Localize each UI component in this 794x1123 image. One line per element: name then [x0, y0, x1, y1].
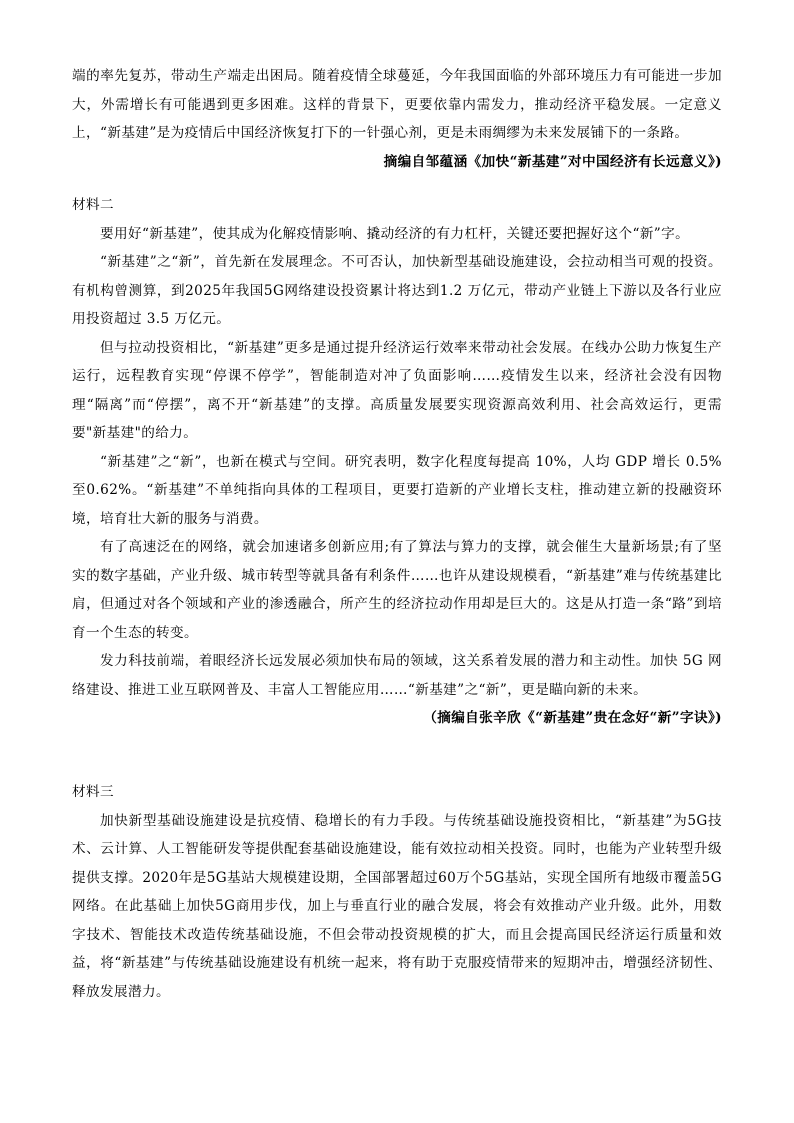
material2-paragraph-3: 但与拉动投资相比，“新基建”更多是通过提升经济运行效率来带动社会发展。在线办公助力恢复生产运行，远程教育实现“停课不停学”，智能制造对冲了负面影响……疫情发生以来，经济社会没有因物理“隔离”而“停摆”，离不开“新基建”的支撑。高质量发展要实现资源高效利用、社会高效运行，更需要"新基建"的给力。: [72, 339, 722, 441]
material3-block: [72, 778, 722, 1006]
material2-source: （摘编自张辛欣《“新基建”贵在念好“新”字诀》): [423, 710, 722, 726]
material3-paragraph: 加快新型基础设施建设是抗疫情、稳增长的有力手段。与传统基础设施投资相比，“新基建”为5G技术、云计算、人工智能研发等提供配套基础设施建设，能有效拉动相关投资。同时，也能为产业转型升级提供支撑。2020年是5G基站大规模建设期，全国部署超过60万个5G基站，实现全国所有地级市覆盖5G网络。在此基础上加快5G商用步伐，加上与垂直行业的融合发展，将会有效推动产业升级。此外，用数字技术、智能技术改造传统基础设施，不但会带动投资规模的扩大，而且会提高国民经济运行质量和效益，将“新基建”与传统基础设施建设有机统一起来，将有助于克服疫情带来的短期冲击，增强经济韧性、释放发展潜力。: [72, 812, 722, 1000]
material1-source: 摘编自邹蕴涵《加快“新基建”对中国经济有长远意义》): [383, 153, 722, 170]
material2-paragraph-4: “新基建”之“新”，也新在模式与空间。研究表明，数字化程度每提高 10%，人均 GDP 增长 0.5%至0.62%。“新基建”不单纯指向具体的工程项目，更要打造新的产业增长支柱，推动建立新的投融资环境，培育壮大新的服务与消费。: [72, 453, 722, 527]
material2-paragraph-6: 发力科技前端，着眼经济长远发展必须加快布局的领域，这关系着发展的潜力和主动性。加快 5G 网络建设、推进工业互联网普及、丰富人工智能应用……“新基建”之“新”，更是瞄向新的未来。: [72, 653, 722, 698]
material1-tail-paragraph: 端的率先复苏，带动生产端走出困局。随着疫情全球蔓延，今年我国面临的外部环境压力有可能进一步加大，外需增长有可能遇到更多困难。这样的背景下，更要依靠内需发力，推动经济平稳发展。一定意义上，“新基建”是为疫情后中国经济恢复打下的一针强心剂，更是未雨绸缪为未来发展铺下的一条路。: [72, 68, 722, 141]
material2-paragraph-5: 有了高速泛在的网络，就会加速诸多创新应用;有了算法与算力的支撑，就会催生大量新场景;有了坚实的数字基础，产业升级、城市转型等就具备有利条件……也许从建设规模看，“新基建”难与传统基建比肩，但通过对各个领域和产业的渗透融合，所产生的经济拉动作用却是巨大的。这是从打造一条“路”到培育一个生态的转变。: [72, 539, 722, 641]
material3-heading: 材料三: [72, 784, 114, 800]
material2-paragraph-1: 要用好“新基建”，使其成为化解疫情影响、撬动经济的有力杠杆，关键还要把握好这个“新”字。: [100, 225, 690, 242]
material1-tail-block: [72, 62, 722, 176]
material2-heading: 材料二: [72, 197, 114, 213]
material2-block: [72, 191, 722, 733]
material2-paragraph-2: “新基建”之“新”，首先新在发展理念。不可否认，加快新型基础设施建设，会拉动相当可观的投资。有机构曾测算，到2025年我国5G网络建设投资累计将达到1.2 万亿元，带动产业链上下游以及各行业应用投资超过 3.5 万亿元。: [72, 254, 722, 327]
